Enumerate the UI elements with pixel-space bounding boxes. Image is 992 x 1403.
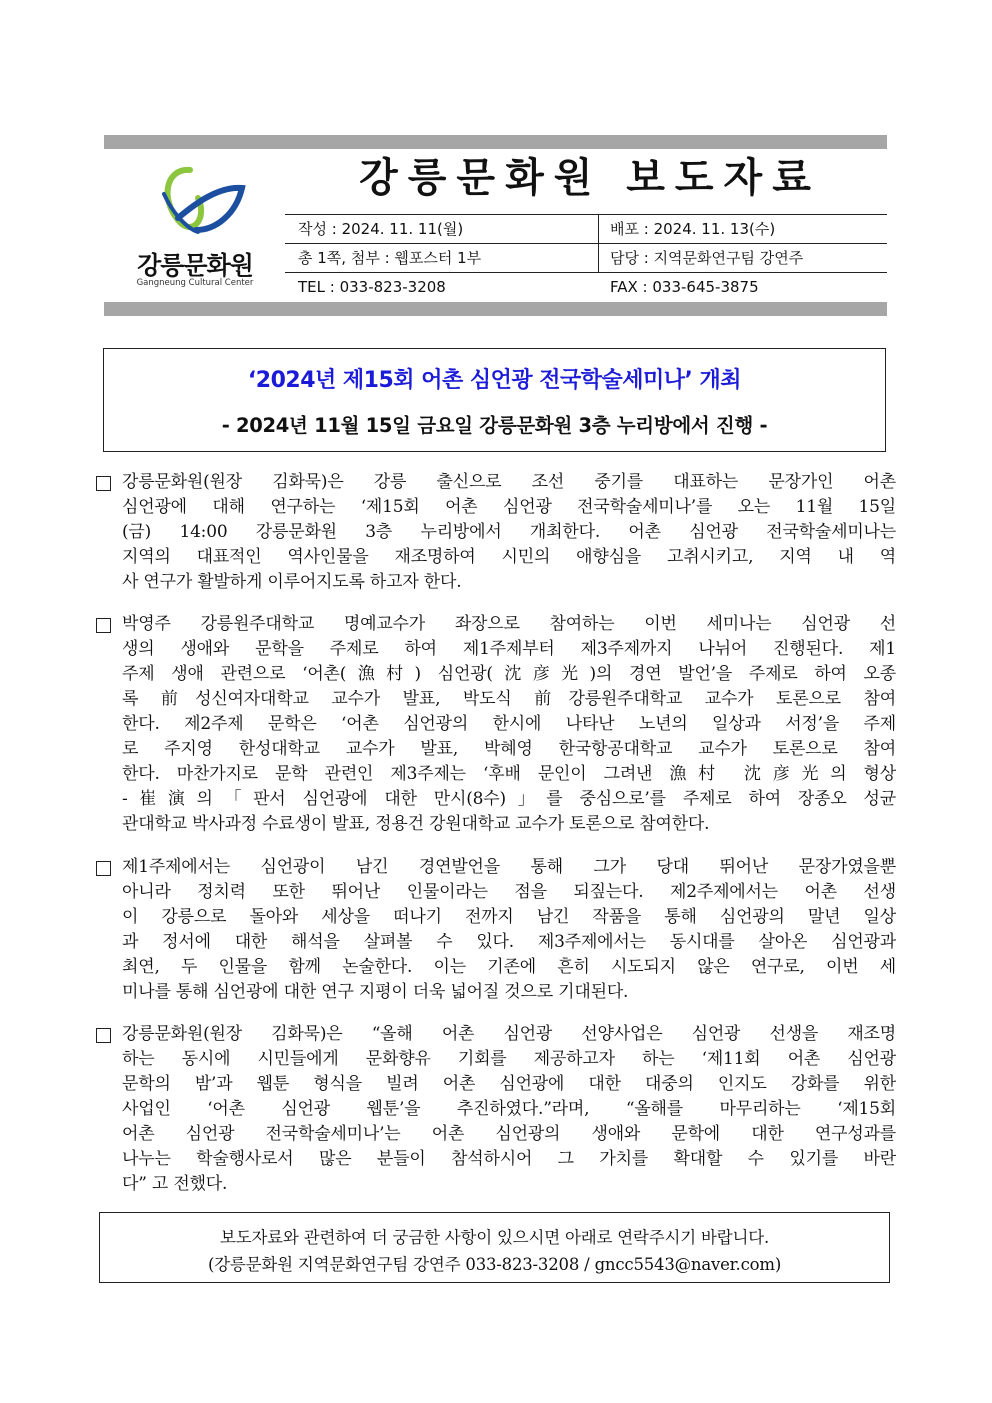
paragraph-line: 최연, 두 인물을 함께 논술한다. 이는 기존에 흔히 시도되지 않은 연구로, 이번 세 — [122, 957, 896, 977]
checkbox-square-icon — [96, 1028, 111, 1043]
paragraph-line: 하는 동시에 시민들에게 문화향유 기회를 제공하고자 하는 ‘제11회 어촌 심언광 — [122, 1049, 896, 1069]
paragraph-line: 사업인 ‘어촌 심언광 웹툰’을 추진하였다.”라며, “올해를 마무리하는 ‘제15회 — [122, 1099, 896, 1119]
meta-line-top — [285, 214, 887, 215]
paragraph-line: 나누는 학술행사로서 많은 분들이 참석하시어 그 가치를 확대할 수 있기를 바란 — [122, 1149, 896, 1169]
meta-tel: TEL : 033-823-3208 — [298, 278, 446, 296]
contact-box — [99, 1212, 890, 1283]
paragraph-line: 과 정서에 대한 해석을 살펴볼 수 있다. 제3주제에서는 동시대를 살아온 심언광과 — [122, 932, 896, 952]
paragraph-2 — [96, 612, 896, 837]
paragraph-line: 사 연구가 활발하게 이루어지도록 하고자 한다. — [122, 572, 462, 592]
paragraph-line: 다” 고 전했다. — [122, 1174, 228, 1194]
paragraph-line: 문학의 밤’과 웹툰 형식을 빌려 어촌 심언광에 대한 대중의 인지도 강화를 위한 — [122, 1074, 896, 1094]
paragraph-4 — [96, 1022, 896, 1197]
paragraph-line: 아니라 정치력 또한 뛰어난 인물이라는 점을 되짚는다. 제2주제에서는 어촌 선생 — [122, 882, 896, 902]
paragraph-line: (금) 14:00 강릉문화원 3층 누리방에서 개최한다. 어촌 심언광 전국학술세미나는 — [122, 522, 896, 542]
headline-title: ‘2024년 제15회 어촌 심언광 전국학술세미나’ 개최 — [247, 368, 742, 393]
meta-line-vertical — [598, 214, 599, 272]
checkbox-square-icon — [96, 861, 111, 876]
paragraph-line: 박영주 강릉원주대학교 명예교수가 좌장으로 참여하는 이번 세미나는 심언광 선 — [122, 614, 896, 634]
logo-name-ko: 강릉문화원 — [137, 251, 253, 280]
paragraph-line: 강릉문화원(원장 김화묵)은 강릉 출신으로 조선 중기를 대표하는 문장가인 어촌 — [122, 472, 896, 492]
checkbox-square-icon — [96, 618, 111, 633]
meta-distributed: 배포 : 2024. 11. 13(수) — [610, 220, 776, 238]
paragraph-line: 로 주지영 한성대학교 교수가 발표, 박혜영 한국항공대학교 교수가 토론으로 참여 — [122, 739, 896, 759]
paragraph-1 — [96, 470, 896, 595]
paragraph-line: 심언광에 대해 연구하는 ‘제15회 어촌 심언광 전국학술세미나’를 오는 11월 15일 — [122, 497, 896, 517]
paragraph-line: 미나를 통해 심언광에 대한 연구 지평이 더욱 넓어질 것으로 기대된다. — [122, 982, 629, 1002]
paragraph-line: -崔演의「판서 심언광에 대한 만시(8수)」를 중심으로’를 주제로 하여 장종오 성균 — [122, 789, 896, 809]
contact-line-1: 보도자료와 관련하여 더 궁금한 사항이 있으시면 아래로 연락주시기 바랍니다. — [219, 1228, 770, 1247]
paragraph-line: 이 강릉으로 돌아와 세상을 떠나기 전까지 남긴 작품을 통해 심언광의 말년 일상 — [122, 907, 896, 927]
paragraph-line: 강릉문화원(원장 김화묵)은 “올해 어촌 심언광 선양사업은 심언광 선생을 재조명 — [122, 1024, 896, 1044]
meta-contact-person: 담당 : 지역문화연구팀 강연주 — [610, 249, 804, 267]
paragraph-line: 관대학교 박사과정 수료생이 발표, 정용건 강원대학교 교수가 토론으로 참여한다. — [122, 814, 710, 834]
header-bottom-bar — [104, 302, 887, 316]
meta-pages: 총 1쪽, 첨부 : 웹포스터 1부 — [298, 249, 482, 267]
logo-name-en: Gangneung Cultural Center — [136, 278, 254, 288]
meta-line-mid2 — [285, 272, 887, 273]
paragraph-line: 주제 생애 관련으로 ‘어촌(漁村) 심언광(沈彦光)의 경연 발언’을 주제로 하여 오종 — [122, 664, 896, 684]
logo-leaf-icon — [120, 158, 270, 248]
paragraph-line: 제1주제에서는 심언광이 남긴 경연발언을 통해 그가 당대 뛰어난 문장가였을뿐 — [122, 857, 896, 877]
header-top-bar — [104, 135, 887, 149]
paragraph-line: 록 前성신여자대학교 교수가 발표, 박도식 前강릉원주대학교 교수가 토론으로 참여 — [122, 689, 896, 709]
meta-written: 작성 : 2024. 11. 11(월) — [298, 220, 464, 238]
headline-subtitle: - 2024년 11월 15일 금요일 강릉문화원 3층 누리방에서 진행 - — [221, 414, 768, 437]
meta-line-mid1 — [285, 243, 887, 244]
paragraph-line: 어촌 심언광 전국학술세미나’는 어촌 심언광의 생애와 문학에 대한 연구성과를 — [122, 1124, 896, 1144]
contact-line-2: (강릉문화원 지역문화연구팀 강연주 033-823-3208 / gncc5543@naver.com) — [207, 1255, 782, 1274]
paragraph-3 — [96, 855, 896, 1005]
headline-box — [103, 348, 886, 452]
paragraph-line: 한다. 마찬가지로 문학 관련인 제3주제는 ‘후배 문인이 그려낸 漁村 沈彦光의 형상 — [122, 764, 896, 784]
checkbox-square-icon — [96, 476, 111, 491]
paragraph-line: 한다. 제2주제 문학은 ‘어촌 심언광의 한시에 나타난 노년의 일상과 서정’을 주제 — [122, 714, 896, 734]
logo — [120, 158, 270, 288]
meta-fax: FAX : 033-645-3875 — [610, 278, 759, 296]
paragraph-line: 지역의 대표적인 역사인물을 재조명하여 시민의 애향심을 고취시키고, 지역 내 역 — [122, 547, 896, 567]
page-title: 강릉문화원 보도자료 — [359, 155, 821, 201]
paragraph-line: 생의 생애와 문학을 주제로 하여 제1주제부터 제3주제까지 나뉘어 진행된다. 제1 — [122, 639, 896, 659]
